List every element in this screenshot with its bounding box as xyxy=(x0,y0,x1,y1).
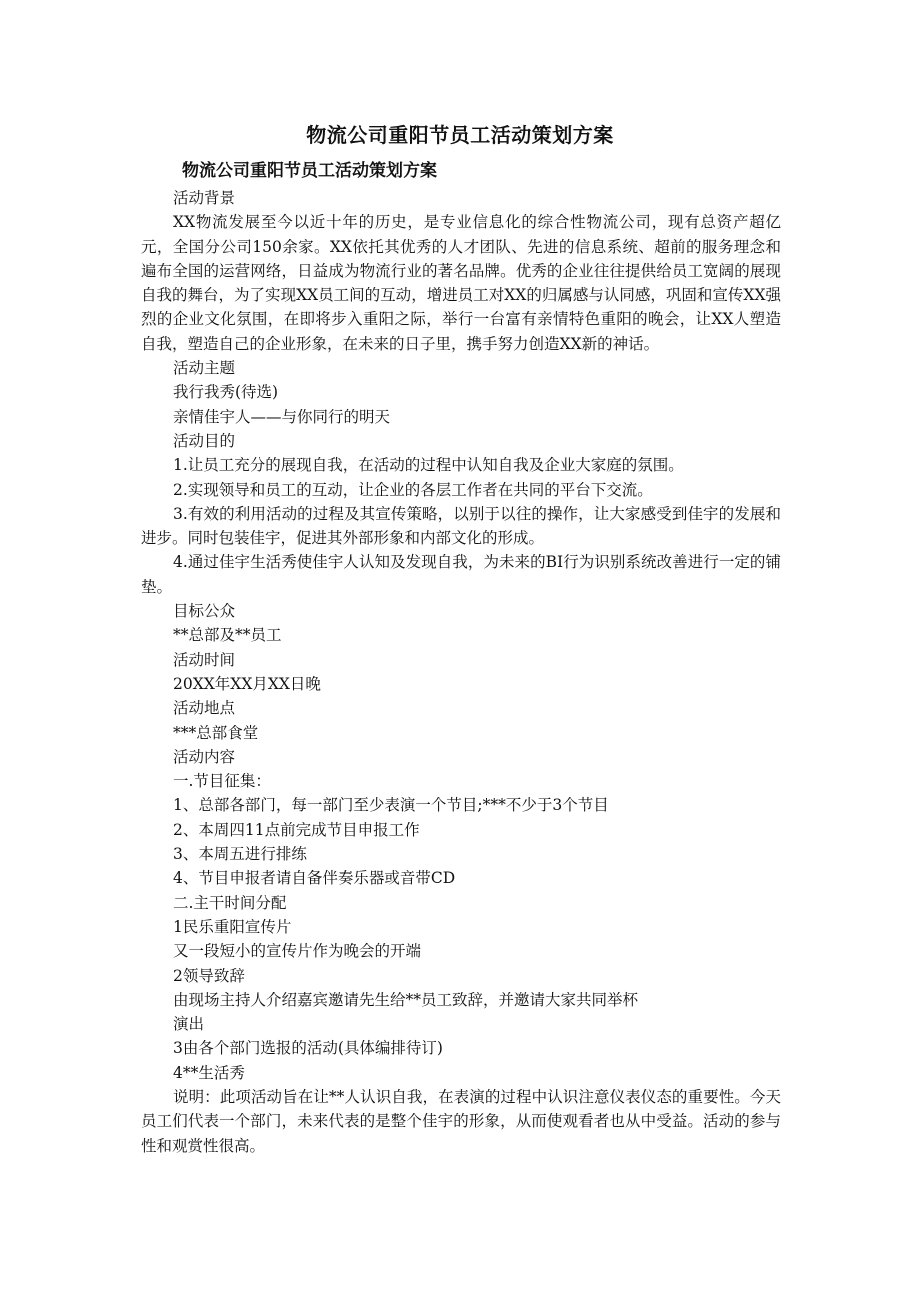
document-paragraph: 4**生活秀 xyxy=(173,1063,245,1082)
document-paragraph: 3、本周五进行排练 xyxy=(173,845,307,864)
document-paragraph: 活动时间 xyxy=(173,650,236,669)
document-paragraph: XX物流发展至今以近十年的历史，是专业信息化的综合性物流公司，现有总资产超亿元，全国分公司150余家。XX依托其优秀的人才团队、先进的信息系统、超前的服务理念和遍布全国的运营网络，日益成为物流行业的著名品牌。优秀的企业往往提供给员工宽阔的展现自我的舞台，为了实现XX员工间的互动，增进员工对XX的归属感与认同感，巩固和宣传XX强烈的企业文化氛围，在即将步入重阳之际，举行一台富有亲情特色重阳的晚会，让XX人塑造自我，塑造自己的企业形象，在未来的日子里，携手努力创造XX新的神话。 xyxy=(141,213,781,353)
document-paragraph: 由现场主持人介绍嘉宾邀请先生给**员工致辞，并邀请大家共同举杯 xyxy=(173,990,639,1009)
document-body xyxy=(141,186,781,1158)
document-paragraph: 3.有效的利用活动的过程及其宣传策略，以别于以往的操作，让大家感受到佳宇的发展和进步。同时包装佳宇，促进其外部形象和内部文化的形成。 xyxy=(141,504,781,548)
document-paragraph: **总部及**员工 xyxy=(173,626,282,645)
document-paragraph: 我行我秀(待选) xyxy=(173,383,279,402)
document-paragraph: 2领导致辞 xyxy=(173,966,245,985)
document-subtitle: 物流公司重阳节员工活动策划方案 xyxy=(182,161,437,181)
document-paragraph: 一.节目征集： xyxy=(173,772,271,791)
document-paragraph: 目标公众 xyxy=(173,602,236,621)
document-paragraph: 二.主干时间分配 xyxy=(173,893,287,912)
document-title: 物流公司重阳节员工活动策划方案 xyxy=(306,123,614,147)
document-paragraph: 活动内容 xyxy=(173,747,236,766)
document-paragraph: ***总部食堂 xyxy=(173,723,259,742)
document-paragraph: 1.让员工充分的展现自我，在活动的过程中认知自我及企业大家庭的氛围。 xyxy=(173,456,684,475)
document-paragraph: 1民乐重阳宣传片 xyxy=(173,917,292,936)
document-paragraph: 20XX年XX月XX日晚 xyxy=(173,674,321,693)
document-paragraph: 活动地点 xyxy=(173,699,236,718)
document-paragraph: 4、节目申报者请自备伴奏乐器或音带CD xyxy=(173,869,456,888)
document-paragraph: 1、总部各部门，每一部门至少表演一个节目;***不少于3个节目 xyxy=(173,796,609,815)
document-paragraph: 2、本周四11点前完成节目申报工作 xyxy=(173,820,420,839)
document-paragraph: 说明：此项活动旨在让**人认识自我，在表演的过程中认识注意仪表仪态的重要性。今天员工们代表一个部门，未来代表的是整个佳宇的形象，从而使观看者也从中受益。活动的参与性和观赏性很高。 xyxy=(141,1087,781,1155)
document-paragraph: 演出 xyxy=(173,1015,205,1034)
document-paragraph: 活动目的 xyxy=(173,431,236,450)
document-paragraph: 2.实现领导和员工的互动，让企业的各层工作者在共同的平台下交流。 xyxy=(173,480,653,499)
document-paragraph: 亲情佳宇人——与你同行的明天 xyxy=(173,407,391,426)
document-paragraph: 3由各个部门选报的活动(具体编排待订) xyxy=(173,1039,443,1058)
document-paragraph: 又一段短小的宣传片作为晚会的开端 xyxy=(173,942,422,961)
document-paragraph: 活动主题 xyxy=(173,359,236,378)
document-paragraph: 4.通过佳宇生活秀使佳宇人认知及发现自我，为未来的BI行为识别系统改善进行一定的铺垫。 xyxy=(141,553,781,596)
document-paragraph: 活动背景 xyxy=(173,189,236,207)
